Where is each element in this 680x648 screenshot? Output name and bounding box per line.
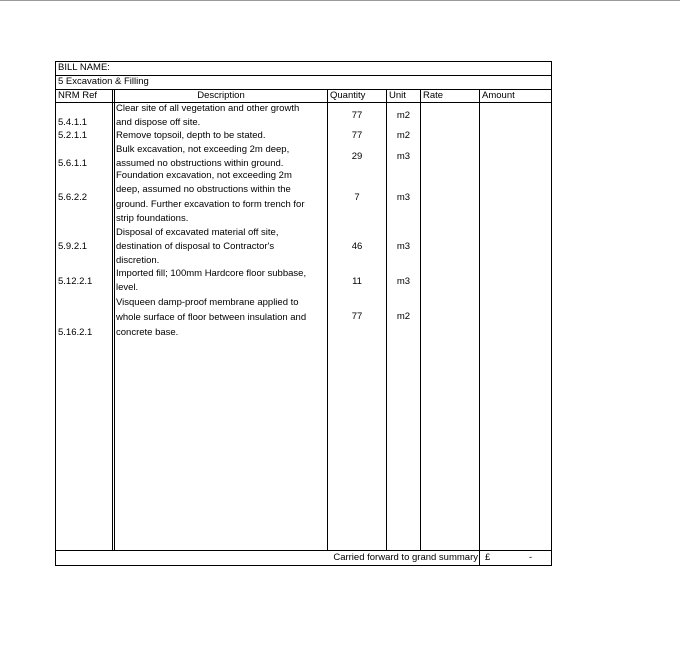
header-amount: Amount — [482, 90, 515, 101]
item-description-line: discretion. — [116, 255, 160, 266]
item-unit: m3 — [396, 192, 411, 203]
item-description-line: Bulk excavation, not exceeding 2m deep, — [116, 144, 290, 155]
header-quantity: Quantity — [330, 90, 366, 101]
item-quantity: 77 — [351, 110, 363, 121]
bill-name-label: BILL NAME: — [58, 62, 110, 73]
rule — [114, 89, 115, 551]
rule — [479, 89, 480, 566]
rule — [55, 61, 56, 566]
item-description-line: level. — [116, 282, 139, 293]
rule — [420, 89, 421, 551]
bill-sheet — [55, 61, 552, 566]
item-ref: 5.6.1.1 — [58, 158, 88, 169]
item-description-line: Remove topsoil, depth to be stated. — [116, 130, 266, 141]
item-unit: m3 — [396, 276, 411, 287]
section-title: 5 Excavation & Filling — [58, 76, 149, 87]
item-description-line: strip foundations. — [116, 213, 189, 224]
item-ref: 5.4.1.1 — [58, 117, 88, 128]
item-ref: 5.9.2.1 — [58, 241, 88, 252]
item-description-line: Visqueen damp-proof membrane applied to — [116, 297, 299, 308]
item-ref: 5.6.2.2 — [58, 192, 88, 203]
item-unit: m2 — [396, 110, 411, 121]
item-ref: 5.12.2.1 — [58, 276, 93, 287]
item-description-line: Foundation excavation, not exceeding 2m — [116, 170, 292, 181]
item-quantity: 46 — [351, 241, 363, 252]
rule — [551, 61, 552, 566]
item-unit: m2 — [396, 130, 411, 141]
header-unit: Unit — [389, 90, 406, 101]
item-description-line: ground. Further excavation to form trench for — [116, 199, 305, 210]
item-unit: m2 — [396, 311, 411, 322]
item-ref: 5.16.2.1 — [58, 327, 93, 338]
item-ref: 5.2.1.1 — [58, 130, 88, 141]
item-description-line: Disposal of excavated material off site, — [116, 227, 279, 238]
item-description-line: assumed no obstructions within ground. — [116, 158, 284, 169]
item-description-line: concrete base. — [116, 327, 179, 338]
rule — [55, 61, 552, 62]
header-description: Description — [197, 90, 245, 101]
item-description-line: and dispose off site. — [116, 117, 201, 128]
item-description-line: deep, assumed no obstructions within the — [116, 184, 291, 195]
rule — [55, 565, 552, 566]
item-description-line: whole surface of floor between insulation and — [116, 312, 307, 323]
item-quantity: 7 — [354, 192, 360, 203]
item-description-line: Imported fill; 100mm Hardcore floor subbase, — [116, 268, 307, 279]
grand-total: - — [529, 552, 533, 563]
item-quantity: 77 — [351, 130, 363, 141]
currency-symbol: £ — [485, 552, 491, 563]
rule — [55, 550, 552, 551]
rule — [112, 89, 113, 551]
item-quantity: 29 — [351, 151, 363, 162]
item-unit: m3 — [396, 241, 411, 252]
item-description-line: destination of disposal to Contractor's — [116, 241, 275, 252]
header-ref: NRM Ref — [58, 90, 98, 101]
item-quantity: 77 — [351, 311, 363, 322]
header-rate: Rate — [423, 90, 444, 101]
item-description-line: Clear site of all vegetation and other growth — [116, 103, 300, 114]
page-top-border — [0, 0, 680, 1]
item-unit: m3 — [396, 151, 411, 162]
carried-forward-label: Carried forward to grand summary — [333, 552, 478, 563]
item-quantity: 11 — [352, 276, 362, 287]
